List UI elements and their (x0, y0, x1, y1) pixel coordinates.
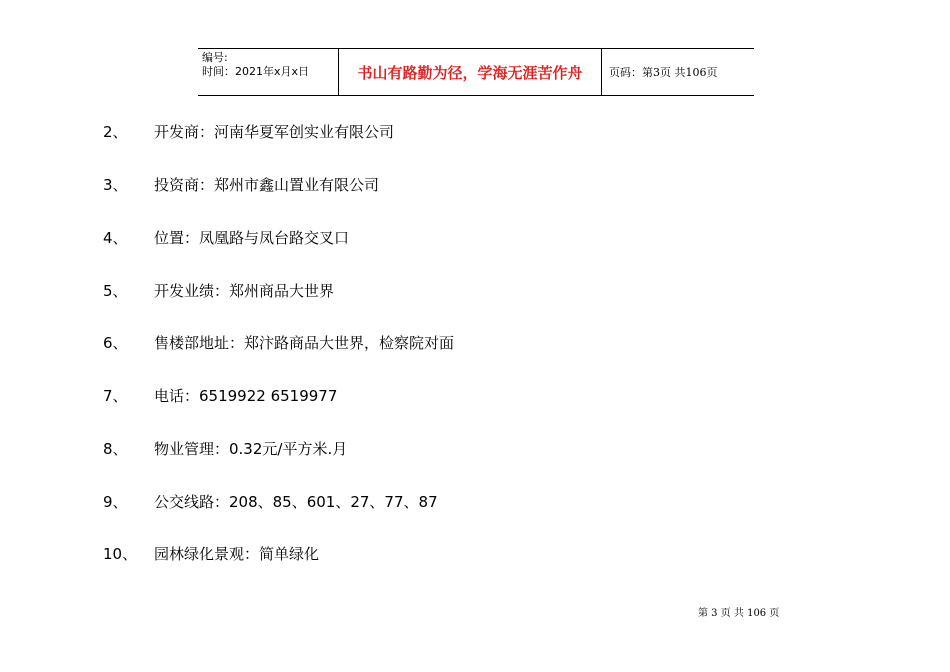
header-motto: 书山有路勤为径，学海无涯苦作舟 (339, 49, 602, 95)
item-text: 电话：6519922 6519977 (154, 386, 338, 405)
list-item (103, 331, 454, 353)
list-item (103, 120, 394, 142)
item-number: 3、 (103, 175, 128, 194)
header-meta (198, 49, 339, 95)
item-text: 售楼部地址：郑汴路商品大世界，检察院对面 (154, 333, 455, 352)
list-item (103, 279, 334, 301)
item-text: 投资商：郑州市鑫山置业有限公司 (154, 175, 380, 194)
item-number: 10、 (103, 544, 138, 563)
item-number: 9、 (103, 492, 128, 511)
page-header (198, 48, 754, 96)
list-item (103, 226, 349, 248)
item-text: 公交线路：208、85、601、27、77、87 (154, 492, 438, 511)
page-footer: 第 3 页 共 106 页 (698, 608, 780, 619)
list-item (103, 542, 319, 564)
item-number: 5、 (103, 281, 128, 300)
item-text: 开发商：河南华夏军创实业有限公司 (154, 122, 395, 141)
header-page-info: 页码：第3页 共106页 (609, 66, 718, 79)
list-item (103, 384, 337, 406)
item-number: 6、 (103, 333, 128, 352)
item-number: 2、 (103, 122, 128, 141)
list-item (103, 490, 438, 512)
list-item (103, 437, 347, 459)
time-label: 时间：2021年x月x日 (202, 65, 310, 78)
item-text: 开发业绩：郑州商品大世界 (154, 281, 335, 300)
item-number: 7、 (103, 386, 128, 405)
item-text: 物业管理：0.32元/平方米.月 (154, 439, 348, 458)
item-number: 4、 (103, 228, 128, 247)
item-text: 园林绿化景观：简单绿化 (154, 544, 320, 563)
code-label: 编号: (202, 51, 228, 64)
item-text: 位置：凤凰路与凤台路交叉口 (154, 228, 350, 247)
item-number: 8、 (103, 439, 128, 458)
list-item (103, 173, 379, 195)
